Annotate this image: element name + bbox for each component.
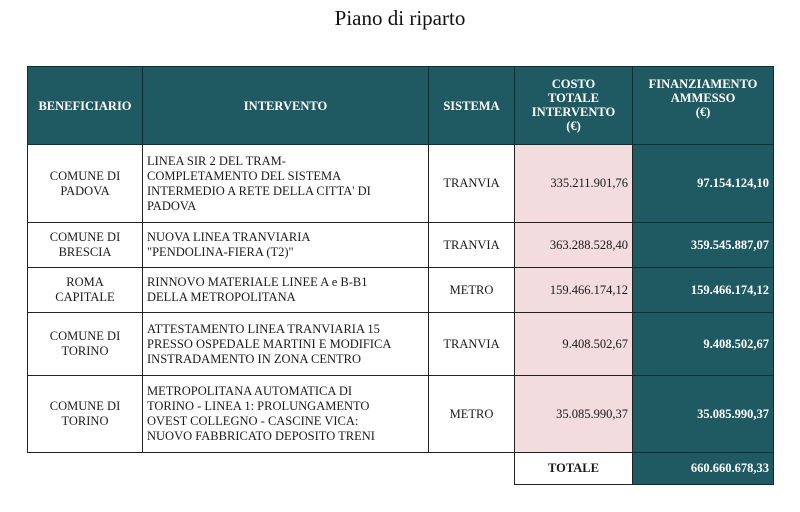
interv-line: METROPOLITANA AUTOMATICA DI <box>147 384 353 398</box>
benef-line: PADOVA <box>60 183 110 198</box>
header-costo-line: COSTO <box>551 77 596 91</box>
cell-beneficiario <box>28 313 143 376</box>
interv-line: OVEST COLLEGNO - CASCINE VICA: <box>147 414 359 428</box>
header-sistema: SISTEMA <box>429 67 515 145</box>
benef-line: TORINO <box>61 414 109 428</box>
benef-line: COMUNE DI <box>49 168 121 183</box>
cell-sistema: METRO <box>429 268 515 313</box>
cell-finanziamento: 9.408.502,67 <box>633 313 774 376</box>
cell-finanziamento: 159.466.174,12 <box>633 268 774 313</box>
header-costo-line: INTERVENTO <box>531 105 616 119</box>
cell-intervento <box>143 145 429 223</box>
benef-line: CAPITALE <box>55 290 115 304</box>
header-intervento: INTERVENTO <box>143 67 429 145</box>
cell-costo: 159.466.174,12 <box>515 268 633 313</box>
cell-costo: 9.408.502,67 <box>515 313 633 376</box>
total-spacer <box>143 453 429 485</box>
cell-costo: 363.288.528,40 <box>515 223 633 268</box>
cell-beneficiario <box>28 376 143 453</box>
total-label: TOTALE <box>515 453 633 485</box>
cell-sistema: TRANVIA <box>429 313 515 376</box>
interv-line: PRESSO OSPEDALE MARTINI E MODIFICA <box>147 336 392 351</box>
header-costo-line: TOTALE <box>548 91 599 105</box>
total-spacer <box>429 453 515 485</box>
cell-beneficiario <box>28 223 143 268</box>
total-row <box>28 453 774 485</box>
table-row <box>28 145 774 223</box>
table-row <box>28 223 774 268</box>
page-title: Piano di riparto <box>334 6 466 30</box>
riparto-table <box>27 66 774 485</box>
interv-line: TORINO - LINEA 1: PROLUNGAMENTO <box>147 399 370 413</box>
header-fin-line: FINANZIAMENTO <box>648 77 758 91</box>
header-fin-line: (€) <box>695 105 711 119</box>
interv-line: ATTESTAMENTO LINEA TRANVIARIA 15 <box>147 321 380 336</box>
cell-intervento <box>143 268 429 313</box>
cell-finanziamento: 97.154.124,10 <box>633 145 774 223</box>
cell-beneficiario <box>28 145 143 223</box>
table-row <box>28 313 774 376</box>
header-costo-line: (€) <box>566 119 581 133</box>
header-fin-line: AMMESSO <box>670 91 736 105</box>
interv-line: INSTRADAMENTO IN ZONA CENTRO <box>147 351 362 366</box>
total-value: 660.660.678,33 <box>633 453 774 485</box>
benef-line: COMUNE DI <box>49 399 121 413</box>
cell-beneficiario <box>28 268 143 313</box>
cell-sistema: METRO <box>429 376 515 453</box>
cell-intervento <box>143 376 429 453</box>
cell-finanziamento: 35.085.990,37 <box>633 376 774 453</box>
cell-sistema: TRANVIA <box>429 223 515 268</box>
cell-intervento <box>143 223 429 268</box>
benef-line: TORINO <box>61 344 109 358</box>
interv-line: DELLA METROPOLITANA <box>147 290 296 304</box>
total-spacer <box>28 453 143 485</box>
cell-finanziamento: 359.545.887,07 <box>633 223 774 268</box>
cell-costo: 335.211.901,76 <box>515 145 633 223</box>
table-row <box>28 268 774 313</box>
interv-line: RINNOVO MATERIALE LINEE A e B-B1 <box>147 275 368 289</box>
interv-line: NUOVO FABBRICATO DEPOSITO TRENI <box>147 429 375 443</box>
cell-costo: 35.085.990,37 <box>515 376 633 453</box>
benef-line: ROMA <box>66 275 104 289</box>
interv-line: COMPLETAMENTO DEL SISTEMA <box>147 168 342 183</box>
cell-sistema: TRANVIA <box>429 145 515 223</box>
interv-line: INTERMEDIO A RETE DELLA CITTA' DI <box>147 183 371 198</box>
interv-line: NUOVA LINEA TRANVIARIA <box>147 230 311 244</box>
benef-line: COMUNE DI <box>49 329 121 343</box>
benef-line: COMUNE DI <box>49 230 121 244</box>
interv-line: "PENDOLINA-FIERA (T2)" <box>147 245 294 259</box>
interv-line: LINEA SIR 2 DEL TRAM- <box>147 153 286 168</box>
header-finanziamento <box>633 67 774 145</box>
header-beneficiario: BENEFICIARIO <box>28 67 143 145</box>
header-costo <box>515 67 633 145</box>
table-header-row <box>28 67 774 145</box>
interv-line: PADOVA <box>147 198 197 213</box>
table-row <box>28 376 774 453</box>
benef-line: BRESCIA <box>58 245 112 259</box>
cell-intervento <box>143 313 429 376</box>
